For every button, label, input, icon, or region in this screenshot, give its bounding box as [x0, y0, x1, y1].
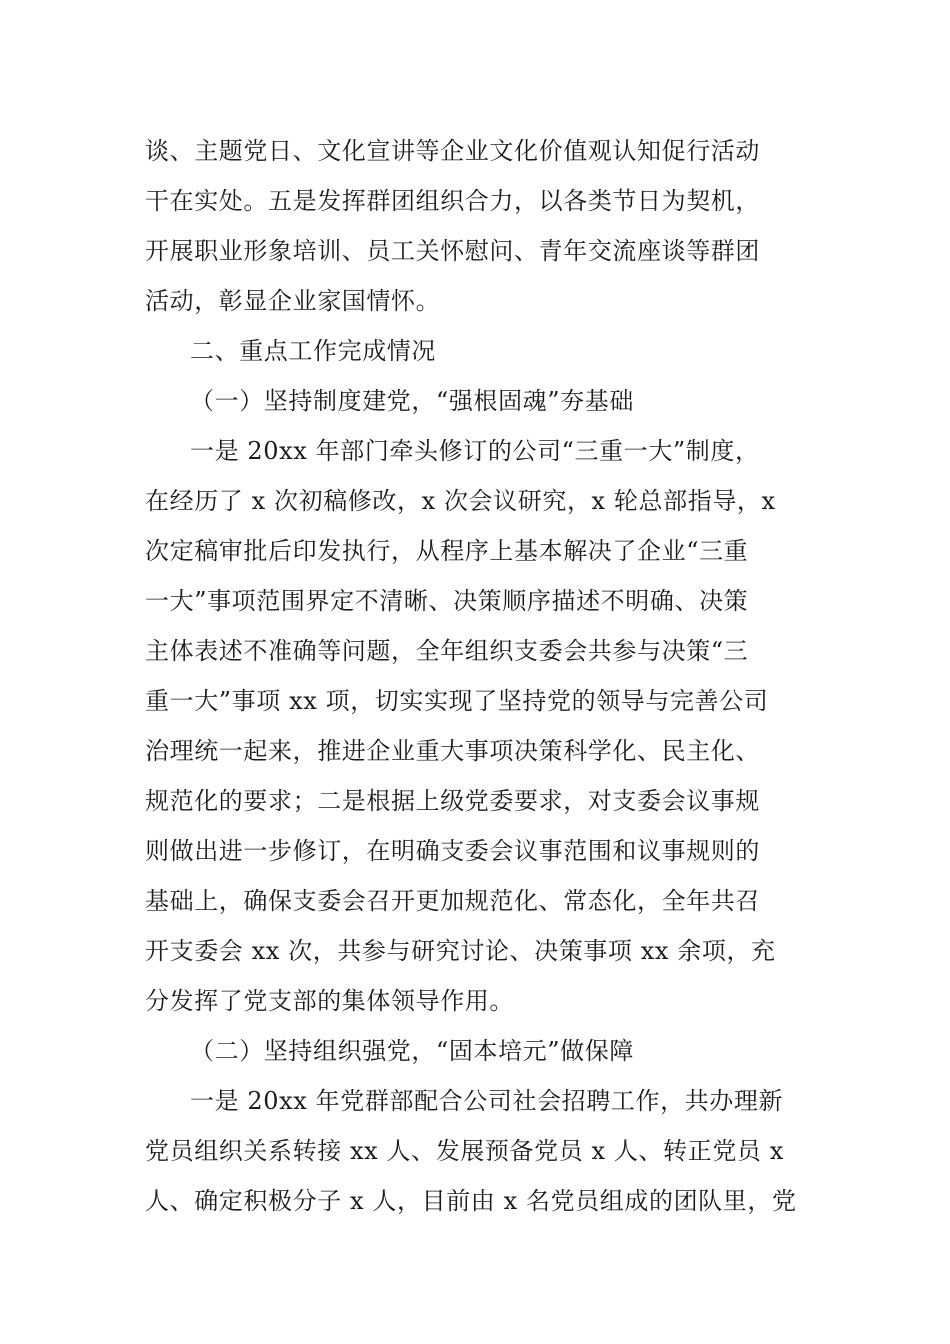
text-line: 开展职业形象培训、员工关怀慰问、青年交流座谈等群团 — [145, 237, 760, 265]
text-line: 主体表述不准确等问题，全年组织支委会共参与决策“三 — [145, 637, 749, 665]
text-line: 干在实处。五是发挥群团组织合力，以各类节日为契机， — [145, 187, 760, 215]
text-line: 活动，彰显企业家国情怀。 — [145, 287, 441, 315]
text-line: 人、确定积极分子 x 人，目前由 x 名党员组成的团队里，党 — [145, 1187, 797, 1215]
text-line: 一大”事项范围界定不清晰、决策顺序描述不明确、决策 — [145, 587, 749, 615]
text-line: 分发挥了党支部的集体领导作用。 — [145, 987, 514, 1015]
text-line: 治理统一起来，推进企业重大事项决策科学化、民主化、 — [145, 737, 760, 765]
text-line: 党员组织关系转接 xx 人、发展预备党员 x 人、转正党员 x — [145, 1137, 784, 1165]
text-line: 则做出进一步修订，在明确支委会议事范围和议事规则的 — [145, 837, 760, 865]
subsection-heading: （一）坚持制度建党，“强根固魂”夯基础 — [190, 387, 634, 415]
text-line: 规范化的要求；二是根据上级党委要求，对支委会议事规 — [145, 787, 760, 815]
text-line: 重一大”事项 xx 项，切实实现了坚持党的领导与完善公司 — [145, 687, 769, 715]
text-line: 一是 20xx 年党群部配合公司社会招聘工作，共办理新 — [190, 1087, 784, 1115]
text-line: 一是 20xx 年部门牵头修订的公司“三重一大”制度， — [190, 437, 760, 465]
text-line: 谈、主题党日、文化宣讲等企业文化价值观认知促行活动 — [145, 137, 760, 165]
text-line: 开支委会 xx 次，共参与研究讨论、决策事项 xx 余项，充 — [145, 937, 776, 965]
text-line: 次定稿审批后印发执行，从程序上基本解决了企业“三重 — [145, 537, 749, 565]
text-line: 在经历了 x 次初稿修改，x 次会议研究，x 轮总部指导，x — [145, 487, 776, 515]
text-line: 基础上，确保支委会召开更加规范化、常态化，全年共召 — [145, 887, 760, 915]
subsection-heading: （二）坚持组织强党，“固本培元”做保障 — [190, 1037, 634, 1065]
section-heading: 二、重点工作完成情况 — [190, 337, 436, 365]
